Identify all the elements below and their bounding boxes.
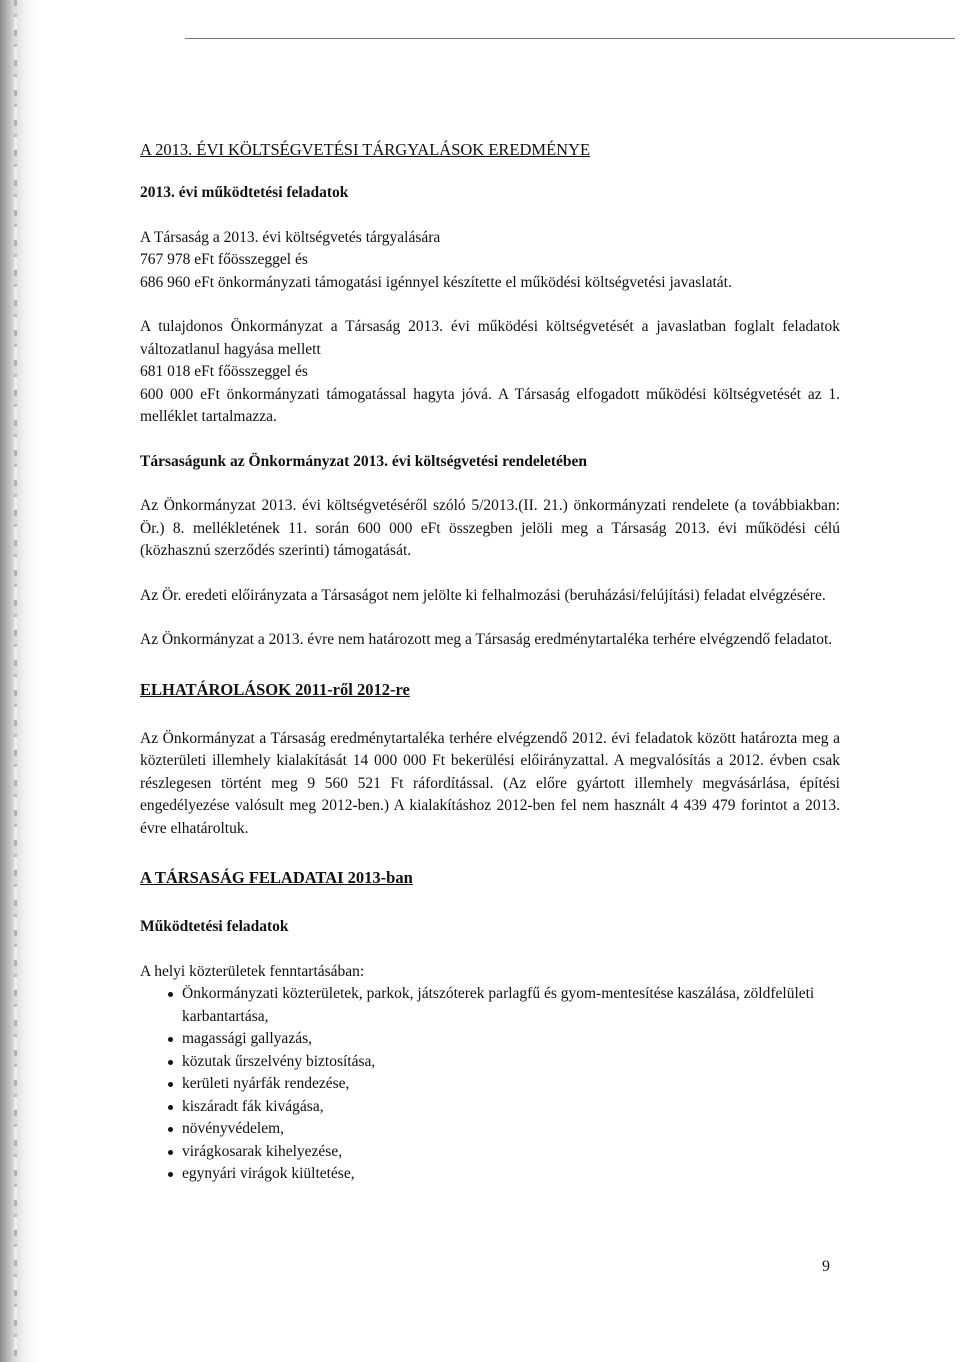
bullet-icon — [168, 1037, 173, 1042]
section-title-deferrals: ELHATÁROLÁSOK 2011-ről 2012-re — [140, 679, 410, 699]
paragraph-original-appropriation: Az Ör. eredeti előirányzata a Társaságot nem jelölte ki felhalmozási (beruházási/felújítási) feladat elvégzésére. — [140, 586, 826, 604]
top-rule-line — [185, 38, 955, 39]
list-item-text: kerületi nyárfák rendezése, — [182, 1075, 350, 1092]
section-title-results: A 2013. ÉVI KÖLTSÉGVETÉSI TÁRGYALÁSOK EREDMÉNYE — [140, 140, 591, 159]
bullet-icon — [168, 1150, 173, 1155]
maintenance-task-list — [140, 983, 840, 1186]
section-title-tasks-2013: A TÁRSASÁG FELADATAI 2013-ban — [140, 868, 413, 887]
page-number: 9 — [822, 1258, 830, 1275]
list-item-text: magassági gallyazás, — [182, 1030, 312, 1047]
bullet-icon — [168, 1105, 173, 1110]
scan-edge-artifact — [0, 0, 40, 1362]
list-item — [140, 1141, 840, 1164]
bullet-icon — [168, 992, 173, 997]
bullet-icon — [168, 1060, 173, 1065]
text-line: A Társaság a 2013. évi költségvetés tárgyalására — [140, 228, 441, 246]
list-item-text: növényvédelem, — [182, 1120, 285, 1137]
paragraph-owner-approval — [140, 316, 840, 429]
bullet-icon — [168, 1082, 173, 1087]
bullet-icon — [168, 1127, 173, 1132]
list-item-text: Önkormányzati közterületek, parkok, játszóterek parlagfű és gyom-mentesítése kaszálása, zöldfelületi karbantartása, — [182, 985, 815, 1025]
text-line: 767 978 eFt főösszeggel és — [140, 251, 308, 268]
paragraph-toilet-deferral: Az Önkormányzat a Társaság eredménytartaléka terhére elvégzendő 2012. évi feladatok között határozta meg a közterületi illemhely kialakítását 14 000 000 Ft bekerülési előirányzattal. A megvalósítás a 2012. évben csak részlegesen történt meg 9 560 521 Ft ráfordítással. (Az előre gyártott illemhely megvásárlása, építési engedélyezése valósult meg 2012-ben.) A kialakításhoz 2012-ben fel nem használt 4 439 479 forintot a 2013. évre elhatároltuk. — [140, 729, 840, 837]
subheading-operation-tasks: Működtetési feladatok — [140, 918, 289, 935]
text-line: A tulajdonos Önkormányzat a Társaság 2013. évi működési költségvetését a javaslatban foglalt feladatok változatlanul hagyása mellett — [140, 318, 840, 358]
text-line: 686 960 eFt önkormányzati támogatási igénnyel készítette el működési költségvetési javaslatát. — [140, 273, 732, 291]
list-item-text: kiszáradt fák kivágása, — [182, 1097, 324, 1115]
list-item — [140, 1051, 840, 1074]
list-item-text: közutak űrszelvény biztosítása, — [182, 1052, 376, 1070]
list-item — [140, 1096, 840, 1119]
text-line: 681 018 eFt főösszeggel és — [140, 363, 308, 380]
list-item — [140, 1073, 840, 1096]
bullet-icon — [168, 1172, 173, 1177]
list-item — [140, 1028, 840, 1051]
list-item-text: egynyári virágok kiültetése, — [182, 1165, 355, 1182]
list-item-text: virágkosarak kihelyezése, — [182, 1142, 343, 1160]
subheading-operating-tasks: 2013. évi működtetési feladatok — [140, 184, 349, 201]
list-item — [140, 1118, 840, 1141]
list-item — [140, 1163, 840, 1186]
text-line: 600 000 eFt önkormányzati támogatással hagyta jóvá. A Társaság elfogadott működési költségvetését az 1. melléklet tartalmazza. — [140, 385, 840, 425]
document-page — [140, 140, 840, 1186]
list-item — [140, 983, 840, 1028]
paragraph-budget-proposal — [140, 227, 840, 295]
paragraph-regulation: Az Önkormányzat 2013. évi költségvetéséről szóló 5/2013.(II. 21.) önkormányzati rendelete (a továbbiakban: Ör.) 8. mellékletének 11. során 600 000 eFt összegben jelöli meg a Társaság 2013. évi működési célú (közhasznú szerződés szerinti) támogatását. — [140, 497, 840, 559]
paragraph-no-reserve-task: Az Önkormányzat a 2013. évre nem határozott meg a Társaság eredménytartaléka terhére elvégzendő feladatot. — [140, 631, 833, 648]
paragraph-public-areas-intro: A helyi közterületek fenntartásában: — [140, 962, 365, 980]
subheading-company-in-budget: Társaságunk az Önkormányzat 2013. évi költségvetési rendeletében — [140, 452, 588, 470]
